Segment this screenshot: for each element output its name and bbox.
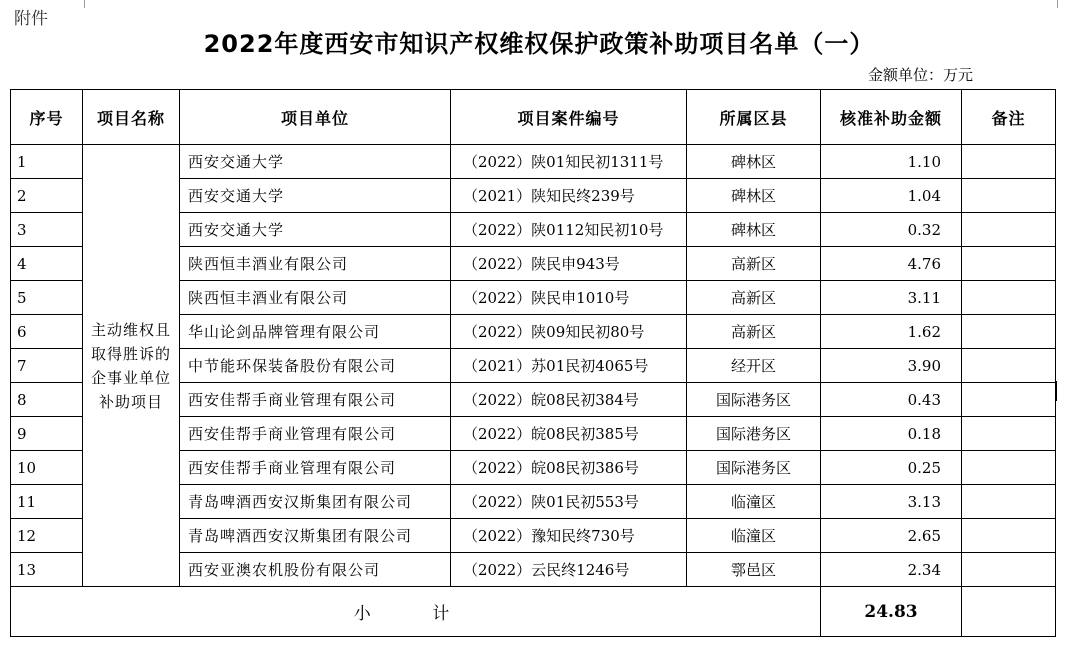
- row-seq: 7: [11, 349, 83, 383]
- row-project-unit: 西安交通大学: [180, 145, 451, 179]
- row-seq: 2: [11, 179, 83, 213]
- row-amount: 2.34: [821, 553, 962, 587]
- row-remark: [962, 349, 1056, 383]
- row-case-number: （2022）陕民申1010号: [451, 281, 687, 315]
- row-amount: 0.43: [821, 383, 962, 417]
- text-cursor-mark: [1055, 381, 1057, 401]
- header-seq: 序号: [11, 90, 83, 145]
- row-amount: 4.76: [821, 247, 962, 281]
- row-project-unit: 西安佳帮手商业管理有限公司: [180, 383, 451, 417]
- row-district: 碑林区: [687, 145, 821, 179]
- row-amount: 0.25: [821, 451, 962, 485]
- row-case-number: （2022）陕0112知民初10号: [451, 213, 687, 247]
- row-district: 临潼区: [687, 519, 821, 553]
- row-seq: 5: [11, 281, 83, 315]
- row-seq: 12: [11, 519, 83, 553]
- attachment-label: 附件: [14, 9, 48, 29]
- row-case-number: （2022）陕09知民初80号: [451, 315, 687, 349]
- row-amount: 2.65: [821, 519, 962, 553]
- row-district: 高新区: [687, 315, 821, 349]
- row-case-number: （2021）陕知民终239号: [451, 179, 687, 213]
- row-seq: 8: [11, 383, 83, 417]
- row-remark: [962, 247, 1056, 281]
- row-district: 鄠邑区: [687, 553, 821, 587]
- row-project-unit: 西安佳帮手商业管理有限公司: [180, 451, 451, 485]
- row-project-unit: 陕西恒丰酒业有限公司: [180, 247, 451, 281]
- header-project-unit: 项目单位: [180, 90, 451, 145]
- row-seq: 3: [11, 213, 83, 247]
- row-project-unit: 青岛啤酒西安汉斯集团有限公司: [180, 519, 451, 553]
- row-district: 国际港务区: [687, 417, 821, 451]
- document-title: 2022年度西安市知识产权维权保护政策补助项目名单（一）: [203, 30, 875, 58]
- page-top-border: [84, 0, 1058, 1]
- row-district: 临潼区: [687, 485, 821, 519]
- row-remark: [962, 281, 1056, 315]
- total-label: 小 计: [11, 587, 821, 637]
- row-amount: 3.13: [821, 485, 962, 519]
- row-seq: 10: [11, 451, 83, 485]
- row-district: 经开区: [687, 349, 821, 383]
- header-case-number: 项目案件编号: [451, 90, 687, 145]
- row-project-unit: 西安亚澳农机股份有限公司: [180, 553, 451, 587]
- row-remark: [962, 417, 1056, 451]
- row-project-unit: 西安佳帮手商业管理有限公司: [180, 417, 451, 451]
- row-amount: 3.90: [821, 349, 962, 383]
- row-project-unit: 中节能环保装备股份有限公司: [180, 349, 451, 383]
- row-remark: [962, 179, 1056, 213]
- row-district: 国际港务区: [687, 451, 821, 485]
- row-remark: [962, 485, 1056, 519]
- table-header-row: [11, 90, 1056, 145]
- row-case-number: （2022）陕01知民初1311号: [451, 145, 687, 179]
- row-project-unit: 陕西恒丰酒业有限公司: [180, 281, 451, 315]
- row-district: 碑林区: [687, 179, 821, 213]
- row-seq: 13: [11, 553, 83, 587]
- row-project-unit: 华山论剑品牌管理有限公司: [180, 315, 451, 349]
- total-remark-cell: [962, 587, 1056, 637]
- row-seq: 9: [11, 417, 83, 451]
- total-amount: 24.83: [821, 587, 962, 637]
- row-project-unit: 西安交通大学: [180, 179, 451, 213]
- row-amount: 1.04: [821, 179, 962, 213]
- row-case-number: （2022）陕民申943号: [451, 247, 687, 281]
- amount-unit-note: 金额单位：万元: [868, 66, 974, 84]
- row-case-number: （2022）陕01民初553号: [451, 485, 687, 519]
- row-seq: 4: [11, 247, 83, 281]
- row-amount: 1.10: [821, 145, 962, 179]
- subsidy-table: [10, 89, 1056, 637]
- row-case-number: （2022）皖08民初386号: [451, 451, 687, 485]
- row-project-unit: 西安交通大学: [180, 213, 451, 247]
- row-amount: 3.11: [821, 281, 962, 315]
- header-district: 所属区县: [687, 90, 821, 145]
- row-remark: [962, 145, 1056, 179]
- row-case-number: （2022）豫知民终730号: [451, 519, 687, 553]
- row-remark: [962, 451, 1056, 485]
- row-amount: 0.32: [821, 213, 962, 247]
- row-remark: [962, 553, 1056, 587]
- row-case-number: （2022）云民终1246号: [451, 553, 687, 587]
- row-district: 高新区: [687, 281, 821, 315]
- row-case-number: （2022）皖08民初385号: [451, 417, 687, 451]
- row-remark: [962, 383, 1056, 417]
- row-case-number: （2022）皖08民初384号: [451, 383, 687, 417]
- total-row: [11, 587, 1056, 637]
- row-remark: [962, 315, 1056, 349]
- row-amount: 1.62: [821, 315, 962, 349]
- row-seq: 6: [11, 315, 83, 349]
- row-seq: 1: [11, 145, 83, 179]
- row-remark: [962, 519, 1056, 553]
- row-district: 国际港务区: [687, 383, 821, 417]
- row-case-number: （2021）苏01民初4065号: [451, 349, 687, 383]
- table-row: [11, 145, 1056, 179]
- row-amount: 0.18: [821, 417, 962, 451]
- row-project-unit: 青岛啤酒西安汉斯集团有限公司: [180, 485, 451, 519]
- row-seq: 11: [11, 485, 83, 519]
- row-remark: [962, 213, 1056, 247]
- header-project-name: 项目名称: [83, 90, 180, 145]
- row-district: 碑林区: [687, 213, 821, 247]
- row-district: 高新区: [687, 247, 821, 281]
- header-remarks: 备注: [962, 90, 1056, 145]
- header-amount: 核准补助金额: [821, 90, 962, 145]
- project-category: 主动维权且取得胜诉的企事业单位补助项目: [83, 145, 180, 587]
